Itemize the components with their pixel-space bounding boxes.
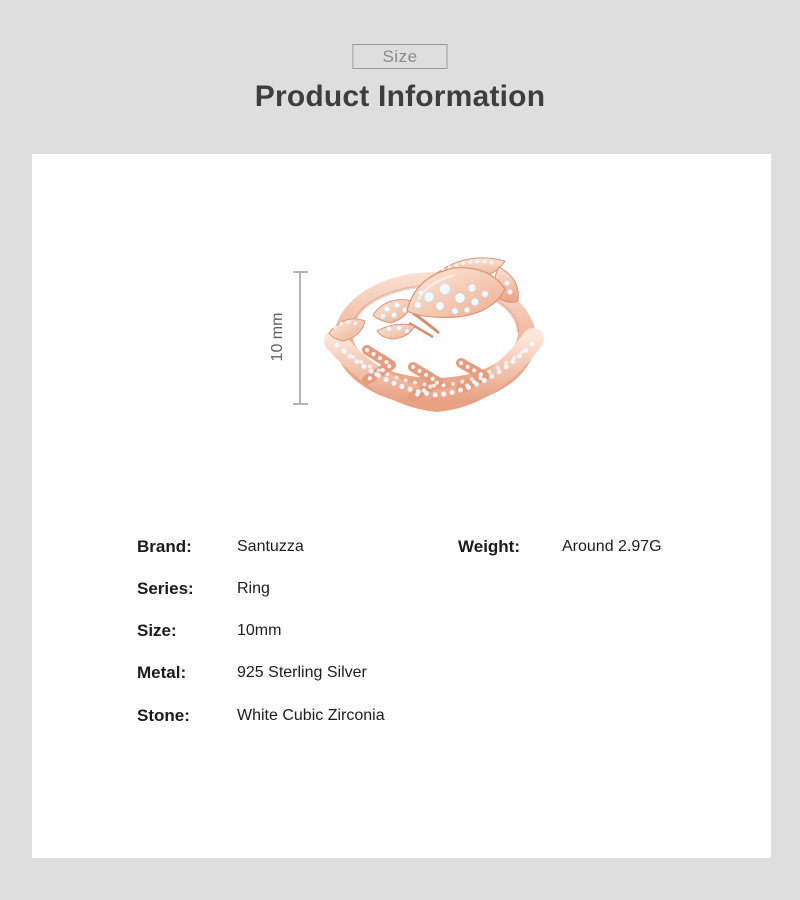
product-card <box>32 154 771 858</box>
spec-label: Series: <box>137 579 194 598</box>
spec-row-brand <box>137 537 467 559</box>
page-title: Product Information <box>254 80 546 113</box>
tulip-bud <box>407 258 518 318</box>
spec-label: Size: <box>137 621 177 640</box>
size-tag: Size <box>352 44 447 69</box>
spec-row-weight <box>458 537 758 559</box>
spec-label: Metal: <box>137 663 187 682</box>
spec-value: Santuzza <box>237 538 304 555</box>
spec-row-size <box>137 621 467 643</box>
dimension-label: 10 mm <box>269 312 286 362</box>
spec-value: 10mm <box>237 622 282 639</box>
ring-product-image <box>321 255 553 415</box>
spec-value: 925 Sterling Silver <box>237 664 367 681</box>
dimension-cap-bottom <box>293 403 308 405</box>
spec-row-stone <box>137 706 467 728</box>
spec-value: White Cubic Zirconia <box>237 707 385 724</box>
spec-label: Stone: <box>137 706 190 725</box>
spec-value: Around 2.97G <box>562 538 662 555</box>
spec-row-metal <box>137 663 467 685</box>
spec-row-series <box>137 579 467 601</box>
spec-label: Brand: <box>137 537 192 556</box>
band-leaf-left <box>329 319 365 341</box>
dimension-line <box>299 272 301 404</box>
spec-value: Ring <box>237 580 270 597</box>
spec-label: Weight: <box>458 537 521 556</box>
